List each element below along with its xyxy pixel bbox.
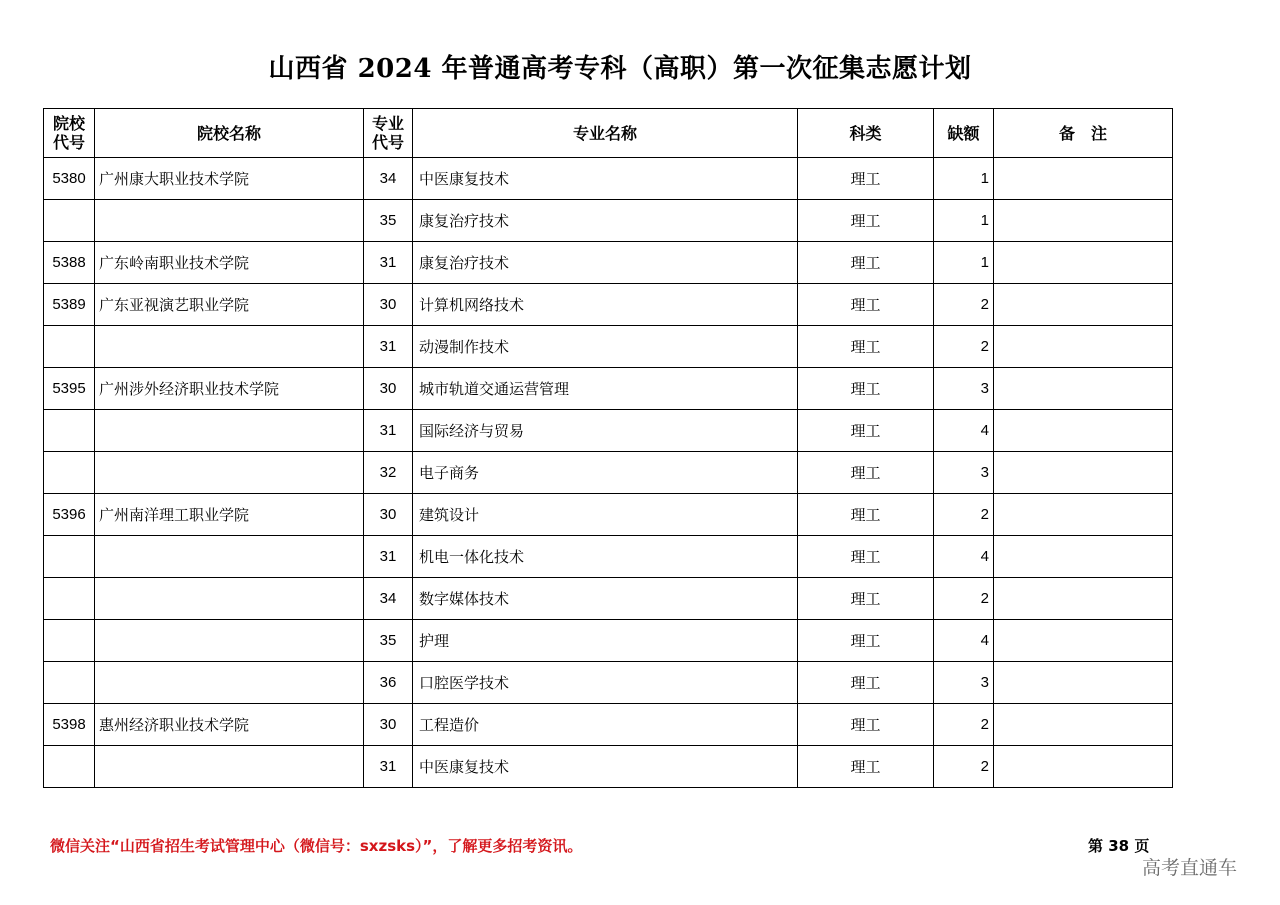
school-code-cell: 5396 <box>44 494 95 536</box>
remarks-cell <box>994 326 1173 368</box>
category-cell: 理工 <box>798 578 934 620</box>
school-name-cell <box>95 452 364 494</box>
table-row <box>44 578 1173 620</box>
major-name-cell: 国际经济与贸易 <box>413 410 798 452</box>
school-code-cell <box>44 452 95 494</box>
school-code-cell: 5388 <box>44 242 95 284</box>
major-name-cell: 城市轨道交通运营管理 <box>413 368 798 410</box>
major-name-cell: 康复治疗技术 <box>413 242 798 284</box>
category-cell: 理工 <box>798 326 934 368</box>
major-code-cell: 31 <box>364 410 413 452</box>
school-name-cell: 广东亚视演艺职业学院 <box>95 284 364 326</box>
vacancies-cell: 2 <box>934 746 994 788</box>
category-cell: 理工 <box>798 410 934 452</box>
school-code-cell <box>44 410 95 452</box>
vacancies-cell: 4 <box>934 620 994 662</box>
school-code-cell <box>44 662 95 704</box>
school-code-cell: 5389 <box>44 284 95 326</box>
header-school-code <box>44 109 95 158</box>
category-cell: 理工 <box>798 242 934 284</box>
table-row <box>44 368 1173 410</box>
enrollment-plan-table <box>43 108 1173 788</box>
school-code-cell <box>44 746 95 788</box>
header-major-code-line1: 专业 <box>371 114 404 133</box>
remarks-cell <box>994 494 1173 536</box>
school-code-cell: 5398 <box>44 704 95 746</box>
category-cell: 理工 <box>798 536 934 578</box>
major-name-cell: 工程造价 <box>413 704 798 746</box>
table-row <box>44 410 1173 452</box>
page-number-value: 38 <box>1108 837 1130 855</box>
major-code-cell: 30 <box>364 284 413 326</box>
major-name-cell: 电子商务 <box>413 452 798 494</box>
major-name-cell: 中医康复技术 <box>413 746 798 788</box>
remarks-cell <box>994 704 1173 746</box>
category-cell: 理工 <box>798 662 934 704</box>
vacancies-cell: 4 <box>934 536 994 578</box>
table-row <box>44 242 1173 284</box>
school-name-cell: 广州南洋理工职业学院 <box>95 494 364 536</box>
major-code-cell: 30 <box>364 494 413 536</box>
header-remarks: 备 注 <box>994 109 1173 158</box>
vacancies-cell: 2 <box>934 284 994 326</box>
remarks-cell <box>994 536 1173 578</box>
table-row <box>44 746 1173 788</box>
remarks-cell <box>994 158 1173 200</box>
table-row <box>44 200 1173 242</box>
header-major-code-line2: 代号 <box>371 133 404 152</box>
vacancies-cell: 2 <box>934 578 994 620</box>
major-code-cell: 34 <box>364 158 413 200</box>
vacancies-cell: 2 <box>934 494 994 536</box>
page-number-prefix: 第 <box>1088 837 1104 855</box>
header-row <box>44 109 1173 158</box>
vacancies-cell: 3 <box>934 452 994 494</box>
footer-wechat-note: 微信关注“山西省招生考试管理中心（微信号：sxzsks）”，了解更多招考资讯。 <box>50 837 583 855</box>
major-name-cell: 数字媒体技术 <box>413 578 798 620</box>
school-code-cell <box>44 200 95 242</box>
header-school-code-line1: 院校 <box>52 114 85 133</box>
major-code-cell: 30 <box>364 704 413 746</box>
category-cell: 理工 <box>798 494 934 536</box>
major-code-cell: 31 <box>364 326 413 368</box>
vacancies-cell: 2 <box>934 326 994 368</box>
table-row <box>44 452 1173 494</box>
major-name-cell: 动漫制作技术 <box>413 326 798 368</box>
major-name-cell: 护理 <box>413 620 798 662</box>
major-code-cell: 36 <box>364 662 413 704</box>
table-row <box>44 326 1173 368</box>
table-row <box>44 158 1173 200</box>
remarks-cell <box>994 410 1173 452</box>
major-code-cell: 32 <box>364 452 413 494</box>
school-code-cell <box>44 620 95 662</box>
vacancies-cell: 1 <box>934 200 994 242</box>
watermark-text: 高考直通车 <box>1142 857 1238 879</box>
category-cell: 理工 <box>798 368 934 410</box>
major-code-cell: 35 <box>364 620 413 662</box>
table-row <box>44 494 1173 536</box>
table-row <box>44 662 1173 704</box>
category-cell: 理工 <box>798 200 934 242</box>
major-code-cell: 31 <box>364 242 413 284</box>
major-name-cell: 建筑设计 <box>413 494 798 536</box>
header-vacancies: 缺额 <box>934 109 994 158</box>
vacancies-cell: 3 <box>934 368 994 410</box>
school-name-cell <box>95 536 364 578</box>
vacancies-cell: 3 <box>934 662 994 704</box>
table-row <box>44 620 1173 662</box>
remarks-cell <box>994 368 1173 410</box>
major-name-cell: 康复治疗技术 <box>413 200 798 242</box>
school-name-cell: 广州涉外经济职业技术学院 <box>95 368 364 410</box>
major-code-cell: 35 <box>364 200 413 242</box>
header-major-code <box>364 109 413 158</box>
category-cell: 理工 <box>798 746 934 788</box>
category-cell: 理工 <box>798 704 934 746</box>
remarks-cell <box>994 200 1173 242</box>
vacancies-cell: 2 <box>934 704 994 746</box>
remarks-cell <box>994 452 1173 494</box>
major-code-cell: 34 <box>364 578 413 620</box>
header-school-name: 院校名称 <box>95 109 364 158</box>
category-cell: 理工 <box>798 158 934 200</box>
remarks-cell <box>994 242 1173 284</box>
header-school-code-line2: 代号 <box>52 133 85 152</box>
remarks-cell <box>994 620 1173 662</box>
vacancies-cell: 1 <box>934 158 994 200</box>
school-name-cell <box>95 200 364 242</box>
school-code-cell <box>44 578 95 620</box>
major-name-cell: 计算机网络技术 <box>413 284 798 326</box>
major-code-cell: 31 <box>364 536 413 578</box>
category-cell: 理工 <box>798 452 934 494</box>
school-name-cell <box>95 662 364 704</box>
header-category: 科类 <box>798 109 934 158</box>
category-cell: 理工 <box>798 620 934 662</box>
school-code-cell <box>44 536 95 578</box>
table-row <box>44 704 1173 746</box>
remarks-cell <box>994 284 1173 326</box>
table-header <box>44 109 1173 158</box>
school-name-cell: 惠州经济职业技术学院 <box>95 704 364 746</box>
major-name-cell: 口腔医学技术 <box>413 662 798 704</box>
category-cell: 理工 <box>798 284 934 326</box>
remarks-cell <box>994 662 1173 704</box>
major-name-cell: 中医康复技术 <box>413 158 798 200</box>
table-row <box>44 536 1173 578</box>
school-name-cell <box>95 410 364 452</box>
school-name-cell <box>95 326 364 368</box>
school-name-cell <box>95 620 364 662</box>
major-name-cell: 机电一体化技术 <box>413 536 798 578</box>
school-name-cell: 广东岭南职业技术学院 <box>95 242 364 284</box>
vacancies-cell: 4 <box>934 410 994 452</box>
school-code-cell: 5380 <box>44 158 95 200</box>
school-name-cell <box>95 578 364 620</box>
table-body <box>44 158 1173 788</box>
major-code-cell: 30 <box>364 368 413 410</box>
remarks-cell <box>994 578 1173 620</box>
school-name-cell <box>95 746 364 788</box>
school-name-cell: 广州康大职业技术学院 <box>95 158 364 200</box>
page-number <box>1088 835 1149 856</box>
header-major-name: 专业名称 <box>413 109 798 158</box>
table-row <box>44 284 1173 326</box>
vacancies-cell: 1 <box>934 242 994 284</box>
page-number-suffix: 页 <box>1134 837 1150 855</box>
school-code-cell: 5395 <box>44 368 95 410</box>
major-code-cell: 31 <box>364 746 413 788</box>
school-code-cell <box>44 326 95 368</box>
remarks-cell <box>994 746 1173 788</box>
page-title: 山西省 2024 年普通高考专科（高职）第一次征集志愿计划 <box>268 54 972 84</box>
